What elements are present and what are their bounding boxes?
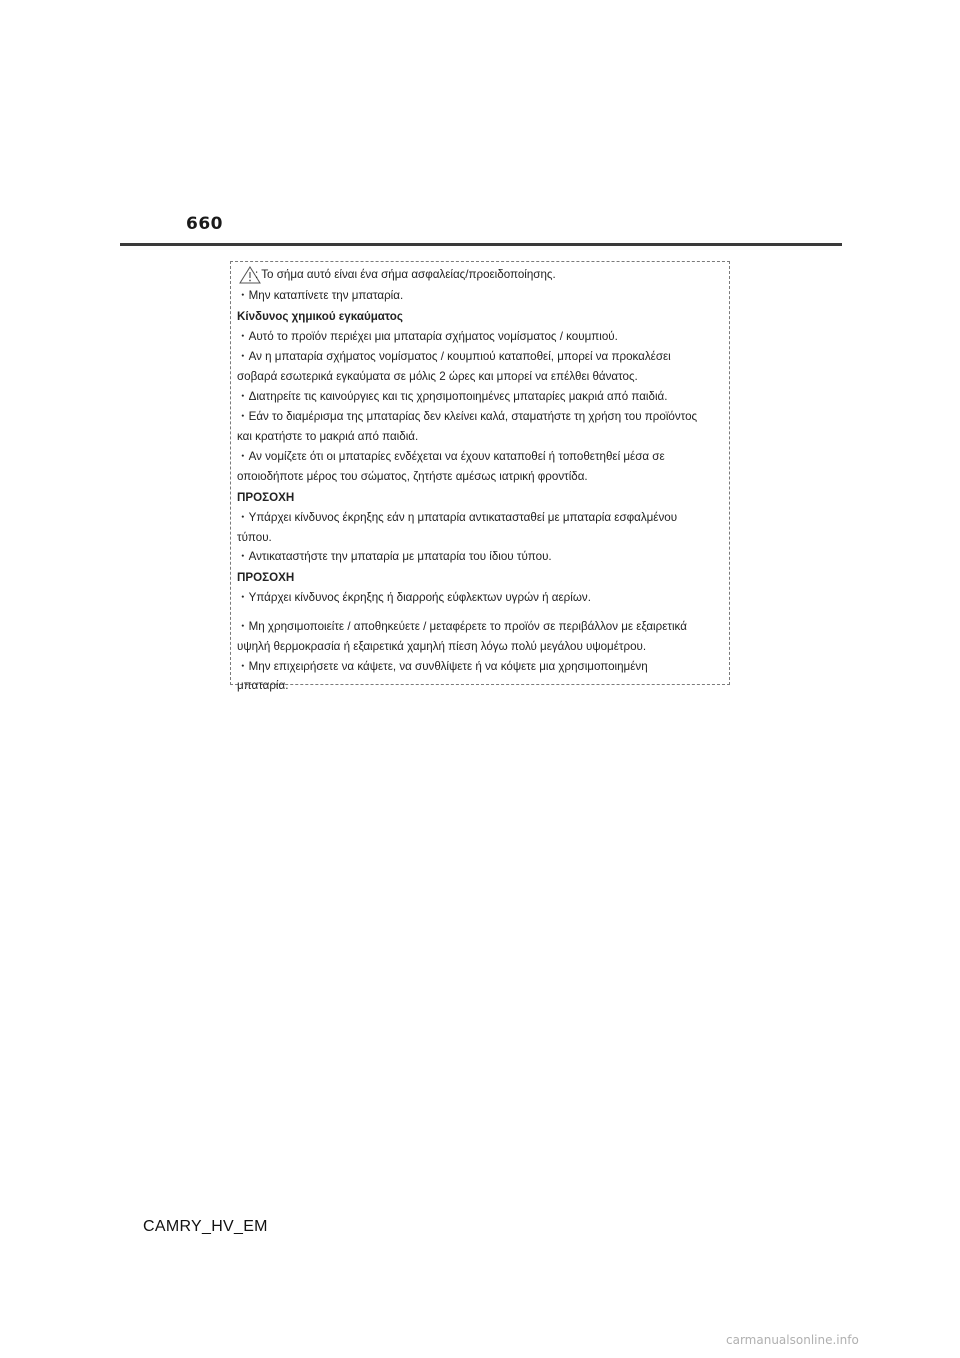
warning-heading: ΠΡΟΣΟΧΗ <box>237 491 295 504</box>
document-code: CAMRY_HV_EM <box>143 1218 268 1235</box>
warning-text-line: σοβαρά εσωτερικά εγκαύματα σε μόλις 2 ώρες και μπορεί να επέλθει θάνατος. <box>237 370 638 383</box>
warning-heading: Κίνδυνος χημικού εγκαύματος <box>237 310 403 323</box>
warning-text-line: μπαταρία. <box>237 679 289 692</box>
warning-text-line: ・Διατηρείτε τις καινούργιες και τις χρησιμοποιημένες μπαταρίες μακριά από παιδιά. <box>237 390 668 403</box>
warning-text-line: οποιοδήποτε μέρος του σώματος, ζητήστε αμέσως ιατρική φροντίδα. <box>237 470 588 483</box>
warning-text-line: ・Αυτό το προϊόν περιέχει μια μπαταρία σχήματος νομίσματος / κουμπιού. <box>237 330 618 343</box>
watermark: carmanualsonline.info <box>726 1333 859 1347</box>
warning-text-line: υψηλή θερμοκρασία ή εξαιρετικά χαμηλή πίεση λόγω πολύ μεγάλου υψομέτρου. <box>237 640 647 653</box>
warning-text-line: : Το σήμα αυτό είναι ένα σήμα ασφαλείας/προειδοποίησης. <box>255 268 556 281</box>
warning-text-line: ・Αντικαταστήστε την μπαταρία με μπαταρία του ίδιου τύπου. <box>237 550 552 563</box>
warning-text-line: ・Μην καταπίνετε την μπαταρία. <box>237 289 404 302</box>
warning-text-line: ・Εάν το διαμέρισμα της μπαταρίας δεν κλείνει καλά, σταματήστε τη χρήση του προϊόντος <box>237 410 698 423</box>
warning-text-line: τύπου. <box>237 531 272 544</box>
warning-text-line: ・Υπάρχει κίνδυνος έκρηξης ή διαρροής εύφλεκτων υγρών ή αερίων. <box>237 591 591 604</box>
warning-text-line: ・Μη χρησιμοποιείτε / αποθηκεύετε / μεταφέρετε το προϊόν σε περιβάλλον με εξαιρετικά <box>237 620 687 633</box>
warning-text-line: και κρατήστε το μακριά από παιδιά. <box>237 430 419 443</box>
header-rule <box>120 243 842 246</box>
page-number: 660 <box>186 214 223 234</box>
warning-text-line: ・Αν η μπαταρία σχήματος νομίσματος / κουμπιού καταποθεί, μπορεί να προκαλέσει <box>237 350 671 363</box>
warning-text-line: ・Υπάρχει κίνδυνος έκρηξης εάν η μπαταρία αντικατασταθεί με μπαταρία εσφαλμένου <box>237 511 678 524</box>
warning-heading: ΠΡΟΣΟΧΗ <box>237 571 295 584</box>
battery-warning-box <box>230 261 730 692</box>
warning-text-line: ・Μην επιχειρήσετε να κάψετε, να συνθλίψετε ή να κόψετε μια χρησιμοποιημένη <box>237 660 648 673</box>
warning-text-line: ・Αν νομίζετε ότι οι μπαταρίες ενδέχεται να έχουν καταποθεί ή τοποθετηθεί μέσα σε <box>237 450 665 463</box>
